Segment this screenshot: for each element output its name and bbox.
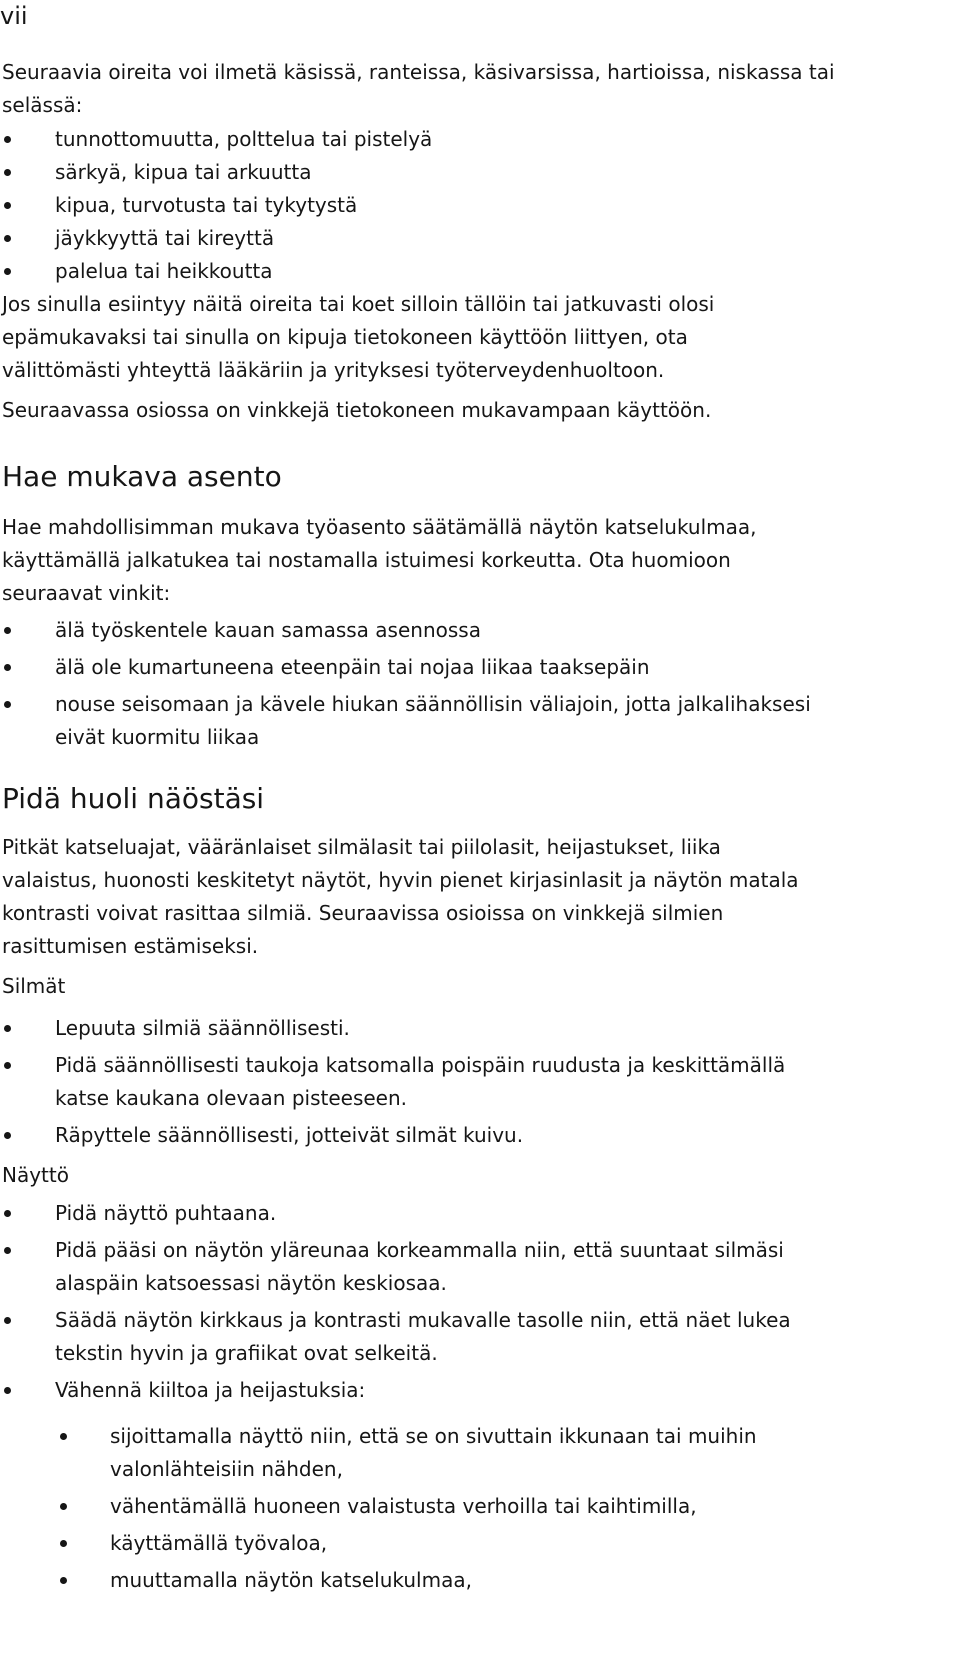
section-heading-posture: Hae mukava asento (2, 460, 282, 493)
bullet-icon (4, 1132, 11, 1139)
bullet-icon (4, 235, 11, 242)
text-line: välittömästi yhteyttä lääkäriin ja yrityksesi työterveydenhuoltoon. (2, 358, 665, 382)
list-item-text: kipua, turvotusta tai tykytystä (55, 193, 358, 217)
section-heading-eyes: Pidä huoli näöstäsi (2, 782, 265, 815)
list-item-text: nouse seisomaan ja kävele hiukan säännöllisin väliajoin, jotta jalkalihaksesi (55, 692, 811, 716)
bullet-icon (4, 1387, 11, 1394)
bullet-icon (60, 1540, 67, 1547)
bullet-icon (4, 1210, 11, 1217)
text-line: käyttämällä jalkatukea tai nostamalla istuimesi korkeutta. Ota huomioon (2, 548, 731, 572)
list-item-text: särkyä, kipua tai arkuutta (55, 160, 312, 184)
text-line: seuraavat vinkit: (2, 581, 171, 605)
bullet-icon (60, 1577, 67, 1584)
list-item-text: käyttämällä työvaloa, (110, 1531, 328, 1555)
text-line: kontrasti voivat rasittaa silmiä. Seuraavissa osioissa on vinkkejä silmien (2, 901, 724, 925)
list-item-text: tunnottomuutta, polttelua tai pistelyä (55, 127, 433, 151)
page-number: vii (0, 2, 28, 30)
text-line: rasittumisen estämiseksi. (2, 934, 259, 958)
bullet-icon (4, 701, 11, 708)
bullet-icon (4, 268, 11, 275)
list-item-text: Pidä pääsi on näytön yläreunaa korkeammalla niin, että suuntaat silmäsi (55, 1238, 784, 1262)
list-item-text: valonlähteisiin nähden, (110, 1457, 343, 1481)
list-item-text: palelua tai heikkoutta (55, 259, 273, 283)
text-line: Jos sinulla esiintyy näitä oireita tai koet silloin tällöin tai jatkuvasti olosi (2, 292, 715, 316)
list-item-text: alaspäin katsoessasi näytön keskiosaa. (55, 1271, 447, 1295)
list-item-text: Pidä säännöllisesti taukoja katsomalla poispäin ruudusta ja keskittämällä (55, 1053, 786, 1077)
bullet-icon (60, 1503, 67, 1510)
list-item-text: vähentämällä huoneen valaistusta verhoilla tai kaihtimilla, (110, 1494, 697, 1518)
list-item-text: katse kaukana olevaan pisteeseen. (55, 1086, 408, 1110)
list-item-text: tekstin hyvin ja grafiikat ovat selkeitä. (55, 1341, 438, 1365)
list-item-text: jäykkyyttä tai kireyttä (55, 226, 275, 250)
next-section-note: Seuraavassa osiossa on vinkkejä tietokoneen mukavampaan käyttöön. (2, 398, 712, 422)
subheading-display: Näyttö (2, 1163, 69, 1187)
list-item-text: sijoittamalla näyttö niin, että se on sivuttain ikkunaan tai muihin (110, 1424, 757, 1448)
list-item-text: Vähennä kiiltoa ja heijastuksia: (55, 1378, 366, 1402)
bullet-icon (4, 169, 11, 176)
list-item-text: älä työskentele kauan samassa asennossa (55, 618, 481, 642)
bullet-icon (4, 627, 11, 634)
text-line: Hae mahdollisimman mukava työasento säätämällä näytön katselukulmaa, (2, 515, 757, 539)
text-line: epämukavaksi tai sinulla on kipuja tietokoneen käyttöön liittyen, ota (2, 325, 688, 349)
bullet-icon (4, 1062, 11, 1069)
text-line: Seuraavia oireita voi ilmetä käsissä, ranteissa, käsivarsissa, hartioissa, niskassa tai (2, 60, 835, 84)
list-item-text: muuttamalla näytön katselukulmaa, (110, 1568, 472, 1592)
text-line: selässä: (2, 93, 83, 117)
list-item-text: Pidä näyttö puhtaana. (55, 1201, 277, 1225)
list-item-text: Säädä näytön kirkkaus ja kontrasti mukavalle tasolle niin, että näet lukea (55, 1308, 791, 1332)
bullet-icon (4, 1317, 11, 1324)
subheading-eyes: Silmät (2, 974, 66, 998)
bullet-icon (4, 664, 11, 671)
list-item-text: älä ole kumartuneena eteenpäin tai nojaa liikaa taaksepäin (55, 655, 650, 679)
text-line: Pitkät katseluajat, vääränlaiset silmälasit tai piilolasit, heijastukset, liika (2, 835, 721, 859)
bullet-icon (4, 1025, 11, 1032)
bullet-icon (4, 1247, 11, 1254)
bullet-icon (60, 1433, 67, 1440)
list-item-text: Lepuuta silmiä säännöllisesti. (55, 1016, 350, 1040)
list-item-text: Räpyttele säännöllisesti, jotteivät silmät kuivu. (55, 1123, 524, 1147)
list-item-text: eivät kuormitu liikaa (55, 725, 260, 749)
bullet-icon (4, 136, 11, 143)
text-line: valaistus, huonosti keskitetyt näytöt, hyvin pienet kirjasinlasit ja näytön matala (2, 868, 799, 892)
bullet-icon (4, 202, 11, 209)
